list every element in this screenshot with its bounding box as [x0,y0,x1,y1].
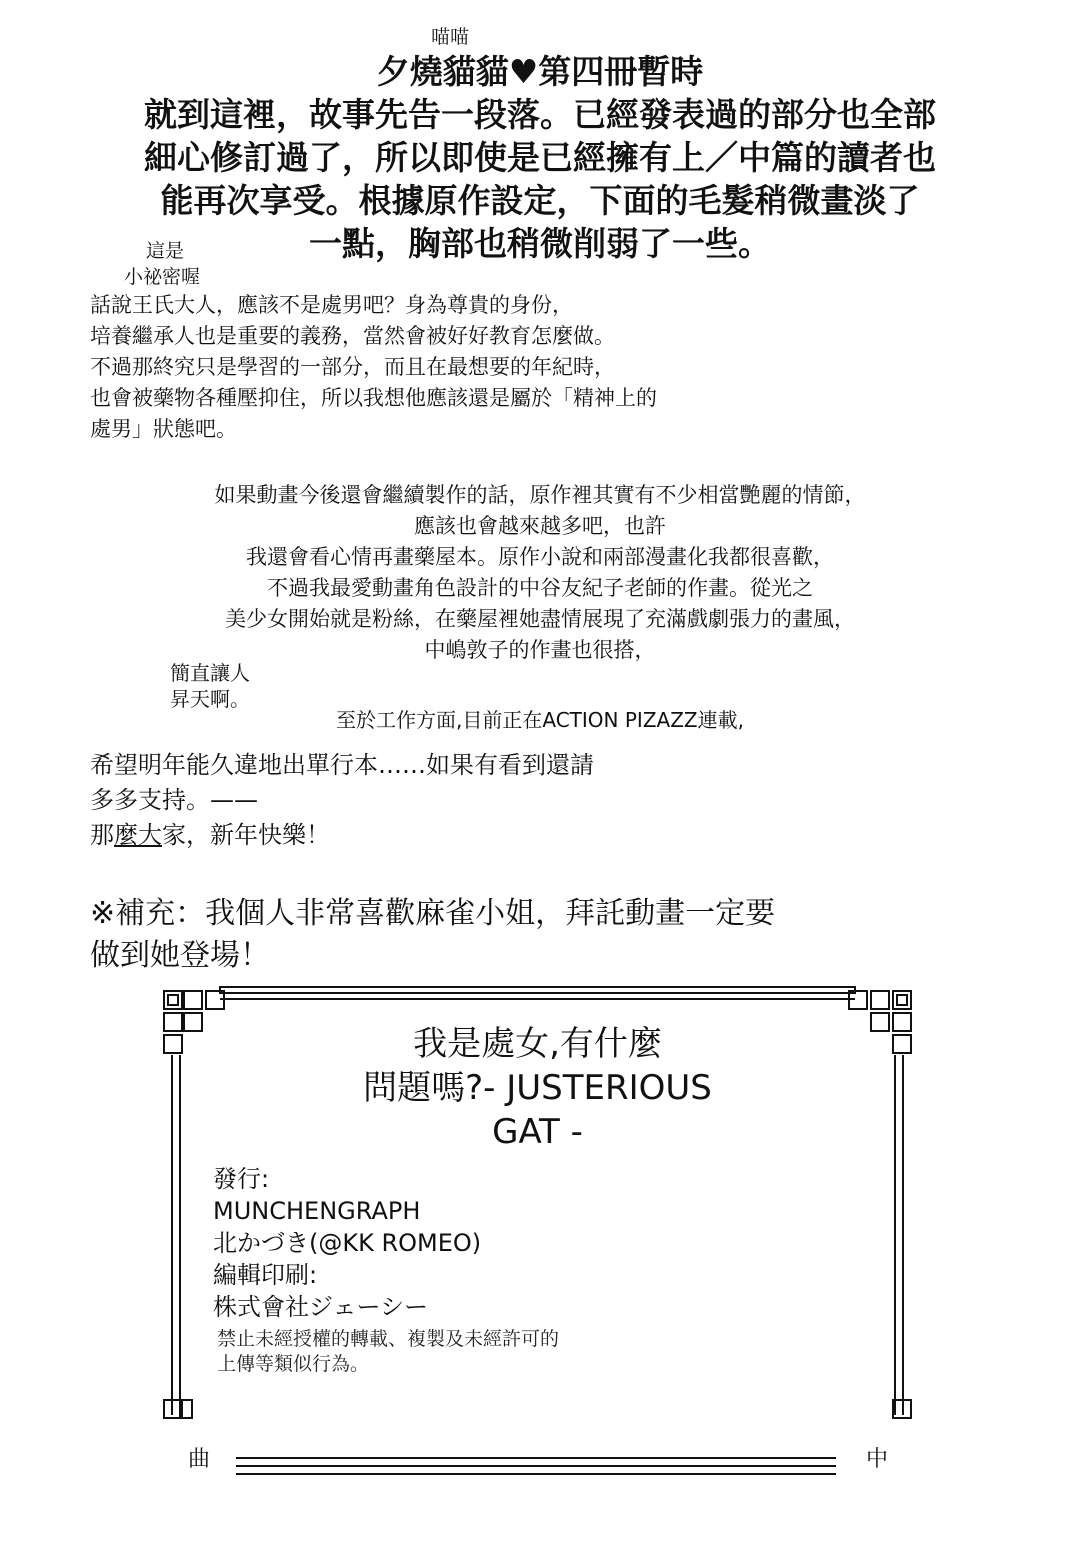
aside-line: 昇天啊。 [170,687,250,711]
intro-line: 就到這裡，故事先告一段落。已經發表過的部分也全部 [144,95,936,134]
aside-line: 簡直讓人 [170,661,250,685]
colophon-credits [213,1163,481,1323]
credit-line: 編輯印刷: [213,1261,318,1289]
supplement-line: 做到她登場！ [90,938,270,973]
intro-line: 夕燒貓貓♥第四冊暫時 [376,52,704,91]
copyright-line: 上傳等類似行為。 [217,1353,370,1375]
secret-note-line: 這是 [146,240,185,262]
paragraph-line: 話說王氏大人，應該不是處男吧？身為尊貴的身份， [90,293,573,317]
thanks-block [90,748,594,853]
header-small-text: 喵喵 [430,26,469,48]
credit-line: 株式會社ジェーシー [213,1293,429,1321]
credit-line: 發行: [213,1165,270,1193]
bottom-left-glyph: 曲 [188,1447,211,1472]
paragraph-1 [90,290,657,445]
intro-paragraph [40,50,1040,265]
intro-line: 一點，胸部也稍微削弱了一些。 [309,224,771,263]
paragraph-2 [0,480,1080,666]
paragraph-line: 如果動畫今後還會繼續製作的話，原作裡其實有不少相當艷麗的情節， [214,483,866,507]
thanks-suffix: 家，新年快樂！ [162,821,330,849]
supplement-note [90,893,775,977]
paragraph-line: 培養繼承人也是重要的義務，當然會被好好教育怎麼做。 [90,324,615,348]
colophon-title-line: 問題嗎?- JUSTERIOUS [363,1068,712,1108]
paragraph-line: 應該也會越來越多吧，也許 [414,514,666,538]
aside-note [170,660,250,712]
credit-line: 北かづき(@KK ROMEO) [213,1229,482,1257]
credit-line: MUNCHENGRAPH [213,1197,421,1225]
paragraph-line: 也會被藥物各種壓抑住，所以我想他應該還是屬於「精神上的 [90,386,657,410]
thanks-underlined: 麼大 [114,821,162,849]
colophon-title-line: 我是處女,有什麼 [413,1024,662,1064]
work-line: 至於工作方面,目前正在ACTION PIZAZZ連載, [336,708,744,732]
thanks-prefix: 那 [90,821,114,849]
paragraph-line: 美少女開始就是粉絲，在藥屋裡她盡情展現了充滿戲劇張力的畫風， [225,607,855,631]
secret-note [120,238,200,290]
copyright-line: 禁止未經授權的轉載、複製及未經許可的 [217,1328,560,1350]
supplement-line: ※補充：我個人非常喜歡麻雀小姐，拜託動畫一定要 [90,896,776,931]
paragraph-line: 不過我最愛動畫角色設計的中谷友紀子老師的作畫。從光之 [267,576,813,600]
paragraph-line: 中嶋敦子的作畫也很搭， [424,638,656,662]
paragraph-line: 不過那終究只是學習的一部分，而且在最想要的年紀時， [90,355,615,379]
thanks-line [90,818,594,853]
thanks-line: 希望明年能久違地出單行本……如果有看到還請 [90,751,594,779]
colophon-title-line: GAT - [492,1112,583,1152]
thanks-line: 多多支持。—— [90,786,258,814]
bottom-rule [236,1452,836,1478]
paragraph-line: 處男」狀態吧。 [90,417,237,441]
bottom-right-glyph: 中 [866,1447,889,1472]
intro-line: 細心修訂過了，所以即使是已經擁有上／中篇的讀者也 [144,138,936,177]
intro-line: 能再次享受。根據原作設定，下面的毛髮稍微畫淡了 [160,181,920,220]
secret-note-line: 小祕密喔 [124,266,201,288]
copyright-notice [217,1327,559,1377]
paragraph-line: 我還會看心情再畫藥屋本。原作小說和兩部漫畫化我都很喜歡， [246,545,834,569]
colophon-title [160,1022,915,1154]
